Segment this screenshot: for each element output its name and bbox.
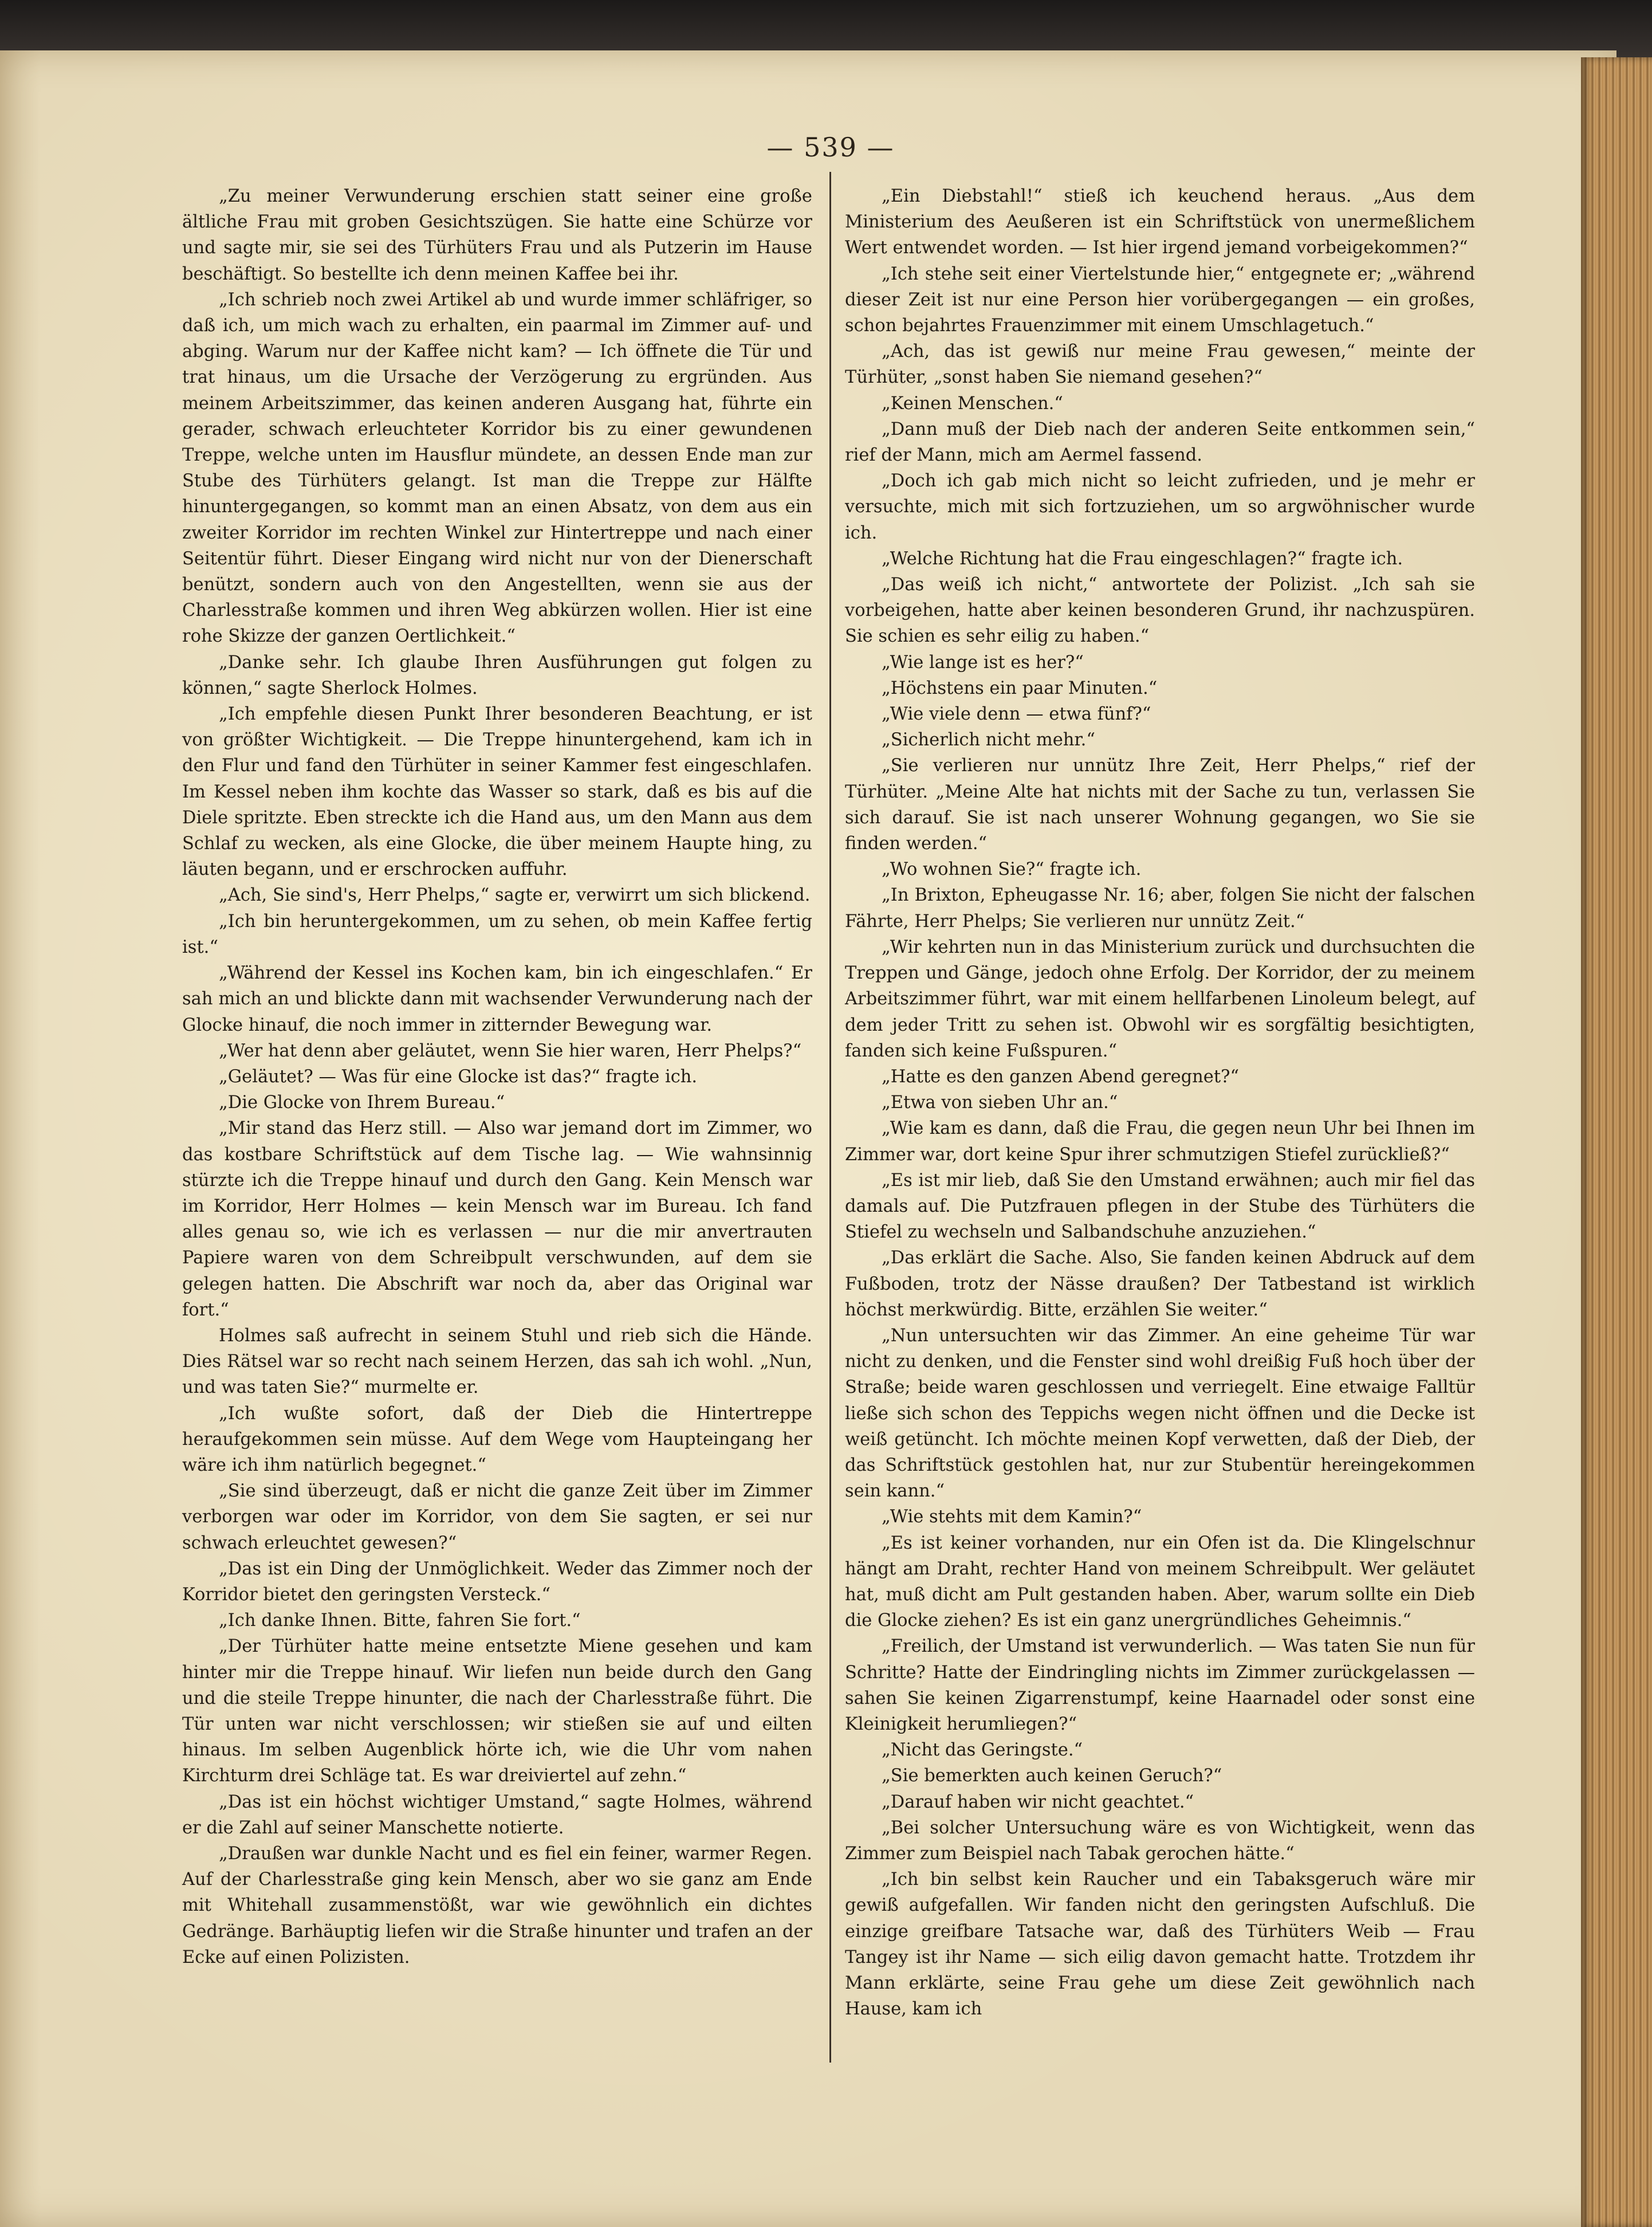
paragraph: „Der Türhüter hatte meine entsetzte Miene gesehen und kam hinter mir die Treppe hinauf. Wir liefen nun beide durch den Gang und die steile Treppe hinunter, die nach der Charlesstraße führt. Die Tür unten war nicht verschlossen; wir stießen sie auf und eilten hinaus. Im selben Augenblick hörte ich, wie die Uhr vom nahen Kirchturm drei Schläge tat. Es war dreiviertel auf zehn.“ — [182, 1636, 812, 1786]
paragraph: „In Brixton, Epheugasse Nr. 16; aber, folgen Sie nicht der falschen Fährte, Herr Phelps; Sie verlieren nur unnütz Zeit.“ — [845, 885, 1475, 932]
paragraph: „Freilich, der Umstand ist verwunderlich. — Was taten Sie nun für Schritte? Hatte der Eindringling nichts im Zimmer zurückgelassen — sahen Sie keinen Zigarrenstumpf, keine Haarnadel oder sonst eine Kleinigkeit herumliegen?“ — [845, 1636, 1475, 1734]
paragraph: „Ach, Sie sind's, Herr Phelps,“ sagte er, verwirrt um sich blickend. — [219, 885, 811, 906]
paragraph: „Ein Diebstahl!“ stieß ich keuchend heraus. „Aus dem Ministerium des Aeußeren ist ein Schriftstück von unermeßlichem Wert entwendet worden. — Ist hier irgend jemand vorbeigekommen?“ — [845, 186, 1475, 258]
paragraph: „Hatte es den ganzen Abend geregnet?“ — [882, 1066, 1240, 1087]
paragraph: „Das weiß ich nicht,“ antwortete der Polizist. „Ich sah sie vorbeigehen, hatte aber keinen besonderen Grund, ihr nachzuspüren. Sie schien es sehr eilig zu haben.“ — [845, 575, 1475, 647]
paragraph: „Die Glocke von Ihrem Bureau.“ — [219, 1093, 505, 1113]
paragraph: „Danke sehr. Ich glaube Ihren Ausführungen gut folgen zu können,“ sagte Sherlock Holmes. — [182, 652, 812, 698]
paragraph: „Sicherlich nicht mehr.“ — [882, 730, 1095, 751]
paragraph: „Dann muß der Dieb nach der anderen Seite entkommen sein,“ rief der Mann, mich am Aermel fassend. — [845, 419, 1475, 466]
page-number: — 539 — — [766, 132, 895, 163]
paragraph: „Sie bemerkten auch keinen Geruch?“ — [882, 1766, 1222, 1786]
paragraph: „Nun untersuchten wir das Zimmer. An eine geheime Tür war nicht zu denken, und die Fenster sind wohl dreißig Fuß hoch über der Straße; beide waren geschlossen und verriegelt. Eine etwaige Falltür ließe sich schon des Teppichs wegen nicht öffnen und die Decke ist weiß getüncht. Ich möchte meinen Kopf verwetten, daß der Dieb, der das Schriftstück gestohlen hat, nur zur Stubentür hereingekommen sein kann.“ — [845, 1325, 1475, 1502]
paragraph: „Ich wußte sofort, daß der Dieb die Hintertreppe heraufgekommen sein müsse. Auf dem Wege vom Haupteingang her wäre ich ihm natürlich begegnet.“ — [182, 1403, 812, 1475]
paragraph: „Wie viele denn — etwa fünf?“ — [882, 704, 1151, 725]
paragraph: „Keinen Menschen.“ — [882, 393, 1063, 414]
paragraph: „Wer hat denn aber geläutet, wenn Sie hier waren, Herr Phelps?“ — [219, 1040, 802, 1061]
paragraph: „Zu meiner Verwunderung erschien statt seiner eine große ältliche Frau mit groben Gesichtszügen. Sie hatte eine Schürze vor und sagte mir, sie sei des Türhüters Frau und als Putzerin im Hause beschäftigt. So bestellte ich denn meinen Kaffee bei ihr. — [182, 186, 812, 284]
paragraph: „Wie stehts mit dem Kamin?“ — [882, 1507, 1142, 1527]
paragraph: „Etwa von sieben Uhr an.“ — [882, 1093, 1118, 1113]
paragraph: „Sie sind überzeugt, daß er nicht die ganze Zeit über im Zimmer verborgen war oder im Korridor, von dem Sie sagten, er sei nur schwach erleuchtet gewesen?“ — [182, 1481, 812, 1553]
paragraph: „Das erklärt die Sache. Also, Sie fanden keinen Abdruck auf dem Fußboden, trotz der Nässe draußen? Der Tatbestand ist wirklich höchst merkwürdig. Bitte, erzählen Sie weiter.“ — [845, 1248, 1475, 1320]
paragraph: „Sie verlieren nur unnütz Ihre Zeit, Herr Phelps,“ rief der Türhüter. „Meine Alte hat nichts mit der Sache zu tun, verlassen Sie sich darauf. Sie ist nach unserer Wohnung gegangen, wo Sie sie finden werden.“ — [845, 756, 1475, 854]
paragraph: „Ich schrieb noch zwei Artikel ab und wurde immer schläfriger, so daß ich, um mich wach zu erhalten, ein paarmal im Zimmer auf- und abging. Warum nur der Kaffee nicht kam? — Ich öffnete die Tür und trat hinaus, um die Ursache der Verzögerung zu ergründen. Aus meinem Arbeitszimmer, das keinen anderen Ausgang hat, führte ein gerader, schwach erleuchteter Korridor bis zu einer gewundenen Treppe, welche unten im Hausflur mündete, an dessen Ende man zur Stube des Türhüters gelangt. Ist man die Treppe zur Hälfte hinuntergegangen, so kommt man an einen Absatz, von dem aus ein zweiter Korridor im rechten Winkel zur Hintertreppe und nach einer Seitentür führt. Dieser Eingang wird nicht nur von der Dienerschaft benützt, sondern auch von den Angestellten, wenn sie aus der Charlesstraße kommen und ihren Weg abkürzen wollen. Hier ist eine rohe Skizze der ganzen Oertlichkeit.“ — [182, 289, 812, 647]
page-edges — [1581, 57, 1652, 2227]
paragraph: „Wo wohnen Sie?“ fragte ich. — [882, 859, 1142, 880]
paragraph: „Wie kam es dann, daß die Frau, die gegen neun Uhr bei Ihnen im Zimmer war, dort keine Spur ihrer schmutzigen Stiefel zurückließ?“ — [845, 1118, 1475, 1165]
paragraph: „Draußen war dunkle Nacht und es fiel ein feiner, warmer Regen. Auf der Charlesstraße ging kein Mensch, aber wo sie ganz am Ende mit Whitehall zusammenstößt, war wie gewöhnlich ein dichtes Gedränge. Barhäuptig liefen wir die Straße hinunter und trafen an der Ecke auf einen Polizisten. — [182, 1844, 812, 1967]
paragraph: „Das ist ein Ding der Unmöglichkeit. Weder das Zimmer noch der Korridor bietet den geringsten Versteck.“ — [182, 1558, 812, 1605]
paragraph: „Ach, das ist gewiß nur meine Frau gewesen,“ meinte der Türhüter, „sonst haben Sie niemand gesehen?“ — [845, 341, 1475, 388]
paragraph: „Höchstens ein paar Minuten.“ — [882, 678, 1158, 698]
paragraph: „Ich danke Ihnen. Bitte, fahren Sie fort.“ — [219, 1611, 581, 1631]
paragraph: „Nicht das Geringste.“ — [882, 1740, 1083, 1761]
paragraph: „Ich stehe seit einer Viertelstunde hier,“ entgegnete er; „während dieser Zeit ist nur eine Person hier vorübergegangen — ein großes, schon bejahrtes Frauenzimmer mit einem Umschlagetuch.“ — [845, 264, 1475, 336]
paragraph: „Darauf haben wir nicht geachtet.“ — [882, 1792, 1194, 1812]
paragraph: „Wir kehrten nun in das Ministerium zurück und durchsuchten die Treppen und Gänge, jedoch ohne Erfolg. Der Korridor, der zu meinem Arbeitszimmer führt, war mit einem hellfarbenen Linoleum belegt, auf dem jeder Tritt zu sehen ist. Obwohl wir es sorgfältig besichtigten, fanden sich keine Fußspuren.“ — [845, 937, 1475, 1061]
paragraph: Holmes saß aufrecht in seinem Stuhl und rieb sich die Hände. Dies Rätsel war so recht nach seinem Herzen, das sah ich wohl. „Nun, und was taten Sie?“ murmelte er. — [182, 1325, 812, 1398]
left-column — [182, 183, 812, 1970]
paragraph: „Bei solcher Untersuchung wäre es von Wichtigkeit, wenn das Zimmer zum Beispiel nach Tabak gerochen hätte.“ — [845, 1817, 1475, 1864]
column-divider — [829, 172, 831, 2063]
paragraph: „Ich empfehle diesen Punkt Ihrer besonderen Beachtung, er ist von größter Wichtigkeit. — Die Treppe hinuntergehend, kam ich in den Flur und fand den Türhüter in seiner Kammer fest eingeschlafen. Im Kessel neben ihm kochte das Wasser so stark, daß es bis auf die Diele spritzte. Eben streckte ich die Hand aus, um den Mann aus dem Schlaf zu wecken, als eine Glocke, die über meinem Haupte hing, zu läuten begann, und er erschrocken auffuhr. — [182, 704, 812, 880]
paragraph: „Welche Richtung hat die Frau eingeschlagen?“ fragte ich. — [882, 548, 1403, 569]
paragraph: „Das ist ein höchst wichtiger Umstand,“ sagte Holmes, während er die Zahl auf seiner Manschette notierte. — [182, 1792, 812, 1838]
paragraph: „Doch ich gab mich nicht so leicht zufrieden, und je mehr er versuchte, mich mit sich fortzuziehen, um so argwöhnischer wurde ich. — [845, 471, 1475, 543]
paragraph: „Ich bin selbst kein Raucher und ein Tabaksgeruch wäre mir gewiß aufgefallen. Wir fanden nicht den geringsten Aufschluß. Die einzige greifbare Tatsache war, daß des Türhüters Weib — Frau Tangey ist ihr Name — sich eilig davon gemacht hatte. Trotzdem ihr Mann erklärte, seine Frau gehe um diese Zeit gewöhnlich nach Hause, kam ich — [845, 1869, 1475, 2020]
paragraph: „Wie lange ist es her?“ — [882, 652, 1084, 673]
paragraph: „Es ist mir lieb, daß Sie den Umstand erwähnen; auch mir fiel das damals auf. Die Putzfrauen pflegen in der Stube des Türhüters die Stiefel zu wechseln und Salbandschuhe anzuziehen.“ — [845, 1170, 1475, 1243]
right-column — [845, 183, 1475, 2022]
paragraph: „Während der Kessel ins Kochen kam, bin ich eingeschlafen.“ Er sah mich an und blickte dann mit wachsender Verwunderung nach der Glocke hinauf, die noch immer in zitternder Bewegung war. — [182, 963, 812, 1035]
paragraph: „Geläutet? — Was für eine Glocke ist das?“ fragte ich. — [219, 1066, 698, 1087]
paragraph: „Ich bin heruntergekommen, um zu sehen, ob mein Kaffee fertig ist.“ — [182, 911, 812, 957]
paragraph: „Mir stand das Herz still. — Also war jemand dort im Zimmer, wo das kostbare Schriftstück auf dem Tische lag. — Wie wahnsinnig stürzte ich die Treppe hinauf und durch den Gang. Kein Mensch war im Korridor, Herr Holmes — kein Mensch war im Bureau. Ich fand alles genau so, wie ich es verlassen — nur die mir anvertrauten Papiere waren von dem Schreibpult verschwunden, auf dem sie gelegen hatten. Die Abschrift war noch da, aber das Original war fort.“ — [182, 1118, 812, 1320]
paragraph: „Es ist keiner vorhanden, nur ein Ofen ist da. Die Klingelschnur hängt am Draht, rechter Hand von meinem Schreibpult. Wer geläutet hat, muß dicht am Pult gestanden haben. Aber, warum sollte ein Dieb die Glocke ziehen? Es ist ein ganz unergründliches Geheimnis.“ — [845, 1533, 1475, 1631]
